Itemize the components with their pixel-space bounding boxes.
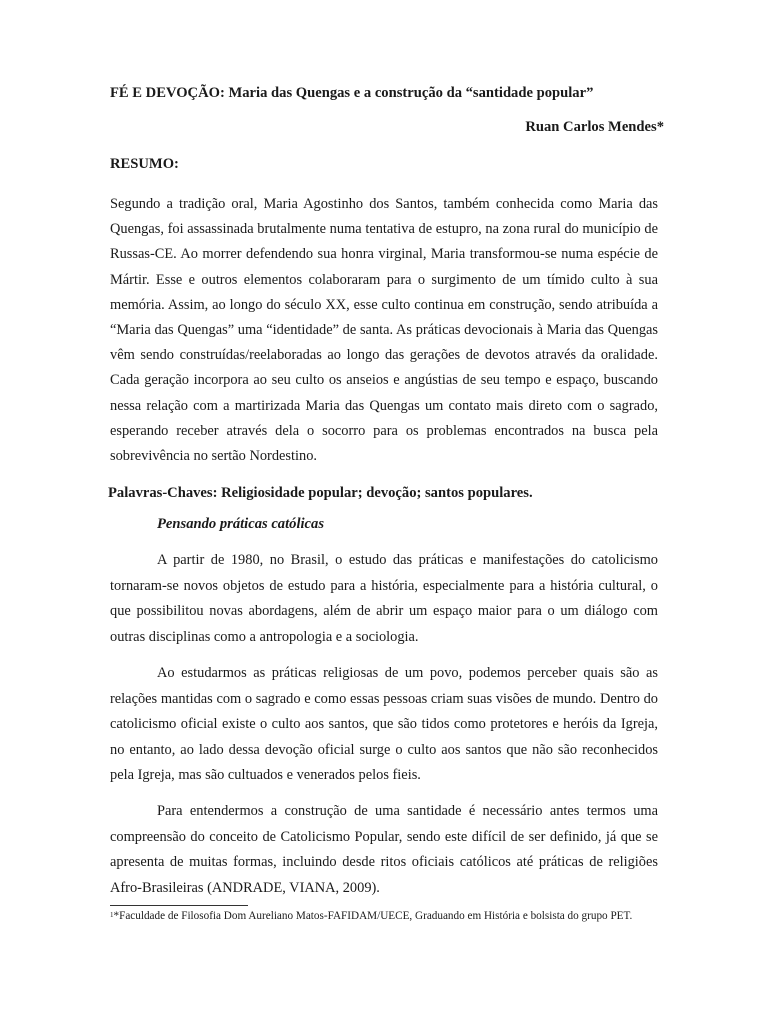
author-name: Ruan Carlos Mendes* bbox=[525, 119, 664, 135]
footnote bbox=[110, 909, 670, 923]
body-paragraph-1: A partir de 1980, no Brasil, o estudo das práticas e manifestações do catolicismo tornaram-se novos objetos de estudo para a história, especialmente para a história cultural, o que possibilitou novas abordagens, além de abrir um espaço maior para o um diálogo com outras disciplinas como a antropologia e a sociologia. bbox=[110, 552, 658, 645]
footnote-marker: 1 bbox=[110, 911, 114, 919]
abstract-text: Segundo a tradição oral, Maria Agostinho dos Santos, também conhecida como Maria das Quengas, foi assassinada brutalmente numa tentativa de estupro, na zona rural do município de Russas-CE. Ao morrer defendendo sua honra virginal, Maria transformou-se numa espécie de Mártir. Esse e outros elementos colaboraram para o surgimento de um tímido culto à sua memória. Assim, ao longo do século XX, esse culto continua em construção, sendo atribuída a “Maria das Quengas” uma “identidade” de santa. As práticas devocionais à Maria das Quengas vêm sendo construídas/reelaboradas ao longo das gerações de devotos através da oralidade. Cada geração incorpora ao seu culto os anseios e angústias de seu tempo e espaço, buscando nessa relação com a martirizada Maria das Quengas um contato mais direto com o sagrado, esperando receber através dela o socorro para os problemas encontrados na busca pela sobrevivência no sertão Nordestino. bbox=[110, 196, 658, 465]
body-paragraph-3: Para entendermos a construção de uma santidade é necessário antes termos uma compreensão do conceito de Catolicismo Popular, sendo este difícil de ser definido, já que se apresenta de muitas formas, incluindo desde ritos oficiais católicos até práticas de religiões Afro-Brasileiras (ANDRADE, VIANA, 2009). bbox=[110, 803, 658, 896]
document-title: FÉ E DEVOÇÃO: Maria das Quengas e a construção da “santidade popular” bbox=[110, 85, 594, 101]
footnote-text: *Faculdade de Filosofia Dom Aureliano Matos-FAFIDAM/UECE, Graduando em História e bolsista do grupo PET. bbox=[113, 910, 633, 922]
keywords-line: Palavras-Chaves: Religiosidade popular; devoção; santos populares. bbox=[108, 485, 533, 501]
section-heading: Pensando práticas católicas bbox=[157, 516, 325, 532]
body-paragraph-2: Ao estudarmos as práticas religiosas de um povo, podemos perceber quais são as relações mantidas com o sagrado e como essas pessoas criam suas visões de mundo. Dentro do catolicismo oficial existe o culto aos santos, que são tidos como protetores e heróis da Igreja, no entanto, ao lado dessa devoção oficial surge o culto aos santos que não são reconhecidos pela Igreja, mas são cultuados e venerados pelos fieis. bbox=[110, 665, 658, 784]
abstract-heading: RESUMO: bbox=[110, 156, 179, 172]
footnote-separator bbox=[110, 905, 248, 906]
